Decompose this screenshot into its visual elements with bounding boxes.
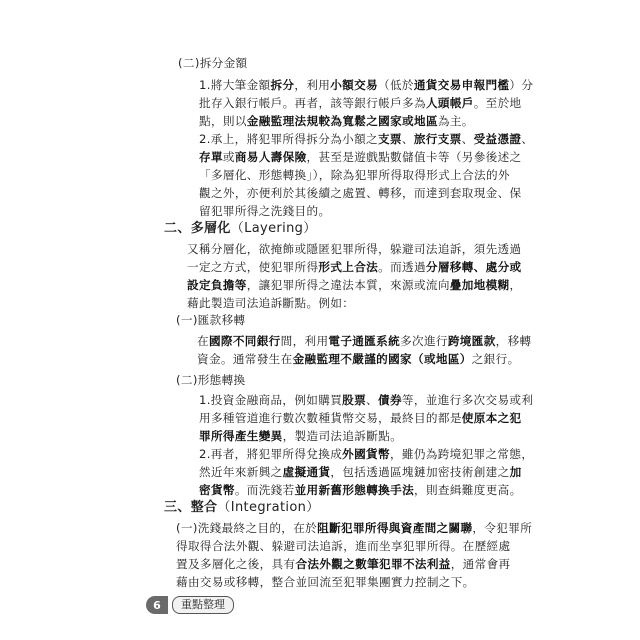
bold-term: 金融監理不嚴謹的國家（或地區） — [292, 352, 472, 366]
text-run: 、 — [366, 393, 378, 407]
text-run: 得取得合法外觀、躲避司法追訴，進而坐享犯罪所得。在歷經處 — [176, 539, 511, 553]
text-run: 點，則以 — [199, 114, 247, 128]
text-run: 藉由交易或移轉，整合並回流至犯罪集團實力控制之下。 — [176, 575, 475, 589]
text-run: 1.將大筆金額 — [199, 78, 271, 92]
text-run: 、 — [461, 132, 474, 146]
bold-term: 存單 — [199, 150, 223, 164]
text-run: 間，利用 — [280, 334, 329, 348]
text-run: ，甚至是遊戲點數儲值卡等（另參後述之 — [306, 150, 522, 164]
text-line — [199, 113, 474, 129]
text-line — [176, 520, 532, 536]
text-run: 、 — [401, 132, 414, 146]
text-run: ，包括透過區塊鏈加密技術創建之 — [330, 465, 510, 479]
text-line — [176, 574, 475, 590]
text-line — [199, 149, 522, 165]
bold-term: 並用新舊形態轉換手法 — [294, 483, 415, 497]
text-run: 留犯罪所得之洗錢目的。 — [199, 204, 331, 218]
text-run: ）分 — [509, 78, 534, 92]
text-run: 。至於地 — [473, 96, 522, 110]
text-run: 等，並進行多次交易或利 — [401, 393, 534, 407]
bold-term: 分層移轉、處分或 — [425, 260, 522, 274]
text-line — [199, 428, 402, 444]
text-run: 、 — [521, 132, 534, 146]
text-run: 用多種管道進行數次數種貨幣交易，最終目的都是 — [199, 411, 462, 425]
text-run: 一定之方式，使犯罪所得 — [187, 260, 319, 274]
book-page: (二)拆分金額 1.將大筆金額拆分，利用小額交易（低於通貨交易申報門檻）分 批存入銀行帳戶。再者，該等銀行帳戶多為人頭帳戶。至於地 點，則以金融監理法規較為寬鬆之國家或地區為主。 2.承上，將犯罪所得拆分為小額之支票、旅行支票、受益憑證、 存單或商易人壽保險，甚至是遊戲點數儲值卡等（另參後述之 「多層化、形態轉換」），除為犯罪所得取得形式上合法的外 觀之外，亦便利於其後續之處置、轉移，而達到套取現金、保 留犯罪所得之洗錢目的。 二、多層化（Layering） 又稱分層化，欲掩飾或隱匿犯罪所得，躲避司法追訴，須先透過 一定之方式，使犯罪所得形式上合法。而透過分層移轉、處分或 設定負擔等，讓犯罪所得之違法本質，來源或流向疊加地模糊， 藉此製造司法追訴斷點。例如： (一)匯款移轉 在國際不同銀行間，利用電子通匯系統多次進行跨境匯款，移轉 資金。通常發生在金融監理不嚴謹的國家（或地區）之銀行。 (二)形態轉換 1.投資金融商品，例如購買股票、債券等，並進行多次交易或利 用多種管道進行數次數種貨幣交易，最終目的都是使原本之犯 罪所得產生變異，製造司法追訴斷點。 2.再者，將犯罪所得兌換成外國貨幣，雖仍為跨境犯罪之常態， 然近年來新興之虛擬通貨，包括透過區塊鏈加密技術創建之加 密貨幣。而洗錢若並用新舊形態轉換手法，則查緝難度更高。 三、整合（Integration） (一)洗錢最終之目的，在於阻斷犯罪所得與資產間之關聯，令犯罪所 得取得合法外觀、躲避司法追訴，進而坐享犯罪所得。在歷經處 置及多層化之後，具有合法外觀之數筆犯罪不法利益，通常會再 藉由交易或移轉，整合並回流至犯罪集團實力控制之下。 6 重點整理 — [0, 0, 640, 640]
bold-term: 小額交易 — [330, 78, 378, 92]
text-run: 。而透過 — [378, 260, 426, 274]
text-run: ，則查緝難度更高。 — [414, 483, 522, 497]
text-run: 觀之外，亦便利於其後續之處置、轉移，而達到套取現金、保 — [199, 186, 522, 200]
bold-term: 通貨交易申報門檻 — [413, 78, 510, 92]
text-line — [197, 333, 531, 349]
text-run: 2.再者，將犯罪所得兌換成 — [199, 447, 343, 461]
text-run: 2.承上，將犯罪所得拆分為小額之 — [199, 132, 378, 146]
text-run: ，利用 — [294, 78, 331, 92]
text-run: ， — [509, 278, 522, 292]
text-line — [199, 95, 522, 111]
bold-term: 設定負擔等 — [187, 278, 247, 292]
bold-term: 受益憑證 — [473, 132, 522, 146]
bold-term: 國際不同銀行 — [208, 334, 281, 348]
text-run: ，製造司法追訴斷點。 — [282, 429, 403, 443]
bold-term: 旅行支票 — [413, 132, 462, 146]
section-3-english: （Integration） — [217, 500, 320, 515]
bold-term: 虛擬通貨 — [282, 465, 331, 479]
bold-term: 罪所得產生變異 — [199, 429, 283, 443]
bold-term: 使原本之犯 — [461, 411, 522, 425]
text-line — [199, 482, 522, 498]
text-run: ，讓犯罪所得之違法本質，來源或流向 — [246, 278, 450, 292]
text-line — [199, 77, 533, 93]
text-run: ，令犯罪所 — [472, 521, 533, 535]
page-footer — [146, 596, 234, 614]
text-run: ，移轉 — [495, 334, 532, 348]
bold-term: 跨境匯款 — [447, 334, 496, 348]
text-run: 或 — [222, 150, 235, 164]
text-run: 多次進行 — [400, 334, 448, 348]
section-2-english: （Layering） — [230, 221, 317, 236]
text-run: 。而洗錢若 — [234, 483, 295, 497]
bold-term: 疊加地模糊 — [449, 278, 510, 292]
text-line — [176, 538, 510, 554]
text-line — [187, 241, 521, 257]
text-run: 之銀行。 — [471, 352, 520, 366]
text-run: 1.投資金融商品，例如購買 — [199, 393, 343, 407]
text-run: 為主。 — [437, 114, 474, 128]
text-line — [199, 131, 533, 147]
text-run: ，通常會再 — [450, 557, 511, 571]
text-line — [199, 464, 522, 480]
bold-term: 商易人壽保險 — [234, 150, 307, 164]
bold-term: 阻斷犯罪所得與資產間之關聯 — [317, 521, 473, 535]
text-run: (一)洗錢最終之目的，在於 — [176, 521, 318, 535]
text-run: 資金。通常發生在 — [197, 352, 293, 366]
text-run: 批存入銀行帳戶。再者，該等銀行帳戶多為 — [199, 96, 426, 110]
text-line — [199, 446, 533, 462]
text-line — [199, 167, 510, 183]
bold-term: 電子通匯系統 — [328, 334, 401, 348]
text-line — [187, 295, 354, 311]
text-run: （低於 — [378, 78, 414, 92]
bold-term: 債券 — [378, 393, 402, 407]
bold-term: 人頭帳戶 — [425, 96, 474, 110]
text-run: 藉此製造司法追訴斷點。例如： — [187, 296, 355, 310]
text-run: 置及多層化之後，具有 — [176, 557, 296, 571]
bold-term: 加 — [509, 465, 522, 479]
bold-term: 支票 — [377, 132, 402, 146]
bold-term: 形式上合法 — [318, 260, 379, 274]
text-run: ，雖仍為跨境犯罪之常態， — [389, 447, 534, 461]
bold-term: 密貨幣 — [199, 483, 235, 497]
text-line — [199, 392, 533, 408]
bold-term: 股票 — [342, 393, 367, 407]
section-3-number: 三、整合 — [164, 500, 218, 515]
text-line — [176, 556, 510, 572]
bold-term: 外國貨幣 — [342, 447, 390, 461]
section-2-number: 二、多層化 — [164, 221, 231, 236]
text-line — [187, 277, 521, 293]
text-line — [199, 203, 330, 219]
text-line — [199, 410, 522, 426]
text-run: 「多層化、形態轉換」），除為犯罪所得取得形式上合法的外 — [199, 168, 510, 182]
section-label: 重點整理 — [172, 596, 234, 614]
text-line — [187, 259, 521, 275]
text-run: 又稱分層化，欲掩飾或隱匿犯罪所得，躲避司法追訴，須先透過 — [187, 242, 522, 256]
bold-term: 拆分 — [270, 78, 295, 92]
text-line — [197, 351, 520, 367]
text-run: 在 — [197, 334, 209, 348]
bold-term: 合法外觀之數筆犯罪不法利益 — [295, 557, 451, 571]
page-number: 6 — [146, 596, 168, 614]
text-run: 然近年來新興之 — [199, 465, 283, 479]
text-line — [199, 185, 521, 201]
bold-term: 金融監理法規較為寬鬆之國家或地區 — [246, 114, 438, 128]
